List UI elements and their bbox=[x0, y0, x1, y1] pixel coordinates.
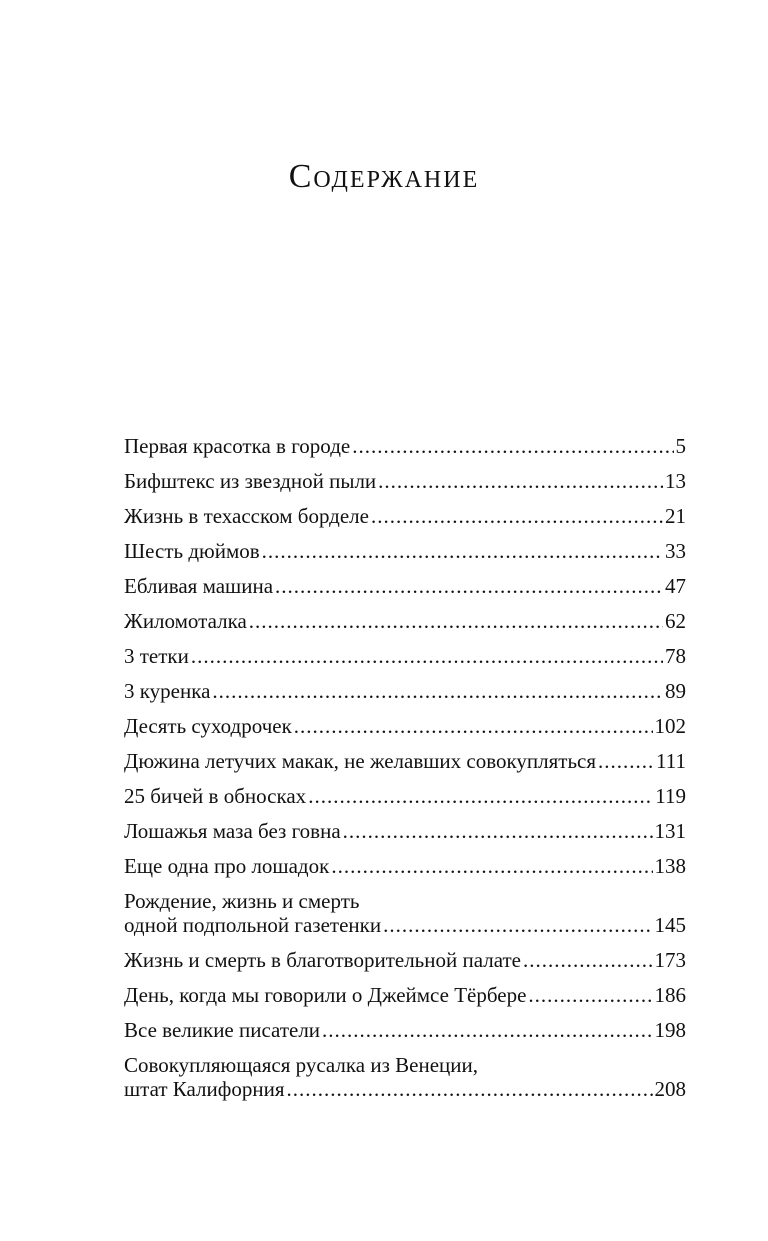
toc-entry-title: Жизнь в техасском борделе bbox=[124, 504, 369, 528]
dot-leader bbox=[378, 469, 663, 493]
table-of-contents bbox=[124, 434, 686, 1112]
toc-page-number: 33 bbox=[665, 539, 686, 563]
toc-page-number: 145 bbox=[654, 913, 686, 937]
toc-entry-title: Ебливая машина bbox=[124, 574, 274, 598]
toc-page-number: 131 bbox=[654, 819, 686, 843]
toc-entry[interactable] bbox=[124, 644, 686, 668]
toc-entry-title: 25 бичей в обносках bbox=[124, 784, 307, 808]
toc-entry-title: Шесть дюймов bbox=[124, 539, 260, 563]
toc-entry[interactable] bbox=[124, 1018, 686, 1042]
dot-leader bbox=[275, 574, 663, 598]
toc-entry[interactable] bbox=[124, 948, 686, 972]
toc-entry[interactable] bbox=[124, 983, 686, 1007]
dot-leader bbox=[331, 854, 652, 878]
dot-leader bbox=[528, 983, 652, 1007]
dot-leader bbox=[598, 749, 654, 773]
toc-row bbox=[124, 749, 686, 773]
toc-page-number: 78 bbox=[665, 644, 686, 668]
dot-leader bbox=[212, 679, 663, 703]
toc-page-number: 89 bbox=[665, 679, 686, 703]
dot-leader bbox=[191, 644, 663, 668]
toc-entry-title: штат Калифорния bbox=[124, 1077, 285, 1101]
toc-entry[interactable] bbox=[124, 1053, 686, 1101]
dot-leader bbox=[322, 1018, 652, 1042]
toc-page-number: 21 bbox=[665, 504, 686, 528]
toc-entry-title: Лошажья маза без говна bbox=[124, 819, 341, 843]
toc-entry[interactable] bbox=[124, 819, 686, 843]
dot-leader bbox=[371, 504, 663, 528]
toc-row bbox=[124, 854, 686, 878]
toc-page-number: 111 bbox=[656, 749, 686, 773]
toc-row bbox=[124, 504, 686, 528]
toc-page-number: 5 bbox=[675, 434, 686, 458]
toc-page-number: 208 bbox=[654, 1077, 686, 1101]
toc-entry[interactable] bbox=[124, 609, 686, 633]
toc-row bbox=[124, 679, 686, 703]
toc-page-number: 102 bbox=[654, 714, 686, 738]
toc-entry-title: одной подпольной газетенки bbox=[124, 913, 382, 937]
toc-entry-title: День, когда мы говорили о Джеймсе Тёрбере bbox=[124, 983, 527, 1007]
toc-page-number: 186 bbox=[654, 983, 686, 1007]
toc-entry-title: Дюжина летучих макак, не желавших совокупляться bbox=[124, 749, 597, 773]
toc-entry[interactable] bbox=[124, 469, 686, 493]
toc-row bbox=[124, 1077, 686, 1101]
toc-row bbox=[124, 469, 686, 493]
dot-leader bbox=[294, 714, 653, 738]
toc-entry-title: Все великие писатели bbox=[124, 1018, 321, 1042]
toc-row bbox=[124, 1018, 686, 1042]
toc-page-number: 13 bbox=[665, 469, 686, 493]
toc-entry-title: Еще одна про лошадок bbox=[124, 854, 330, 878]
toc-entry[interactable] bbox=[124, 784, 686, 808]
toc-entry[interactable] bbox=[124, 539, 686, 563]
toc-entry-title: 3 тетки bbox=[124, 644, 189, 668]
toc-page-number: 47 bbox=[665, 574, 686, 598]
dot-leader bbox=[308, 784, 653, 808]
toc-entry[interactable] bbox=[124, 854, 686, 878]
toc-row bbox=[124, 784, 686, 808]
toc-entry[interactable] bbox=[124, 749, 686, 773]
toc-entry-title-line1: Рождение, жизнь и смерть bbox=[124, 889, 360, 913]
toc-entry-title: 3 куренка bbox=[124, 679, 211, 703]
toc-page-number: 138 bbox=[654, 854, 686, 878]
dot-leader bbox=[383, 913, 652, 937]
dot-leader bbox=[523, 948, 653, 972]
toc-row bbox=[124, 644, 686, 668]
toc-page-number: 62 bbox=[665, 609, 686, 633]
toc-page-number: 119 bbox=[655, 784, 686, 808]
toc-entry[interactable] bbox=[124, 434, 686, 458]
toc-row bbox=[124, 434, 686, 458]
toc-entry[interactable] bbox=[124, 574, 686, 598]
dot-leader bbox=[343, 819, 653, 843]
toc-entry-title: Жиломоталка bbox=[124, 609, 247, 633]
toc-entry[interactable] bbox=[124, 714, 686, 738]
toc-row bbox=[124, 609, 686, 633]
toc-page-number: 198 bbox=[654, 1018, 686, 1042]
toc-row bbox=[124, 714, 686, 738]
dot-leader bbox=[262, 539, 663, 563]
toc-entry[interactable] bbox=[124, 679, 686, 703]
toc-entry-title: Жизнь и смерть в благотворительной палате bbox=[124, 948, 521, 972]
toc-row bbox=[124, 574, 686, 598]
toc-row bbox=[124, 948, 686, 972]
toc-entry[interactable] bbox=[124, 504, 686, 528]
toc-row bbox=[124, 983, 686, 1007]
toc-entry[interactable] bbox=[124, 889, 686, 937]
toc-page-number: 173 bbox=[654, 948, 686, 972]
toc-entry-title: Первая красотка в городе bbox=[124, 434, 351, 458]
toc-row bbox=[124, 819, 686, 843]
dot-leader bbox=[249, 609, 663, 633]
toc-row bbox=[124, 539, 686, 563]
toc-entry-title: Бифштекс из звездной пыли bbox=[124, 469, 377, 493]
dot-leader bbox=[352, 434, 673, 458]
dot-leader bbox=[287, 1077, 653, 1101]
toc-entry-title: Десять суходрочек bbox=[124, 714, 292, 738]
toc-row bbox=[124, 913, 686, 937]
page-title: Содержание bbox=[288, 158, 480, 195]
toc-entry-title-line1: Совокупляющаяся русалка из Венеции, bbox=[124, 1053, 479, 1077]
